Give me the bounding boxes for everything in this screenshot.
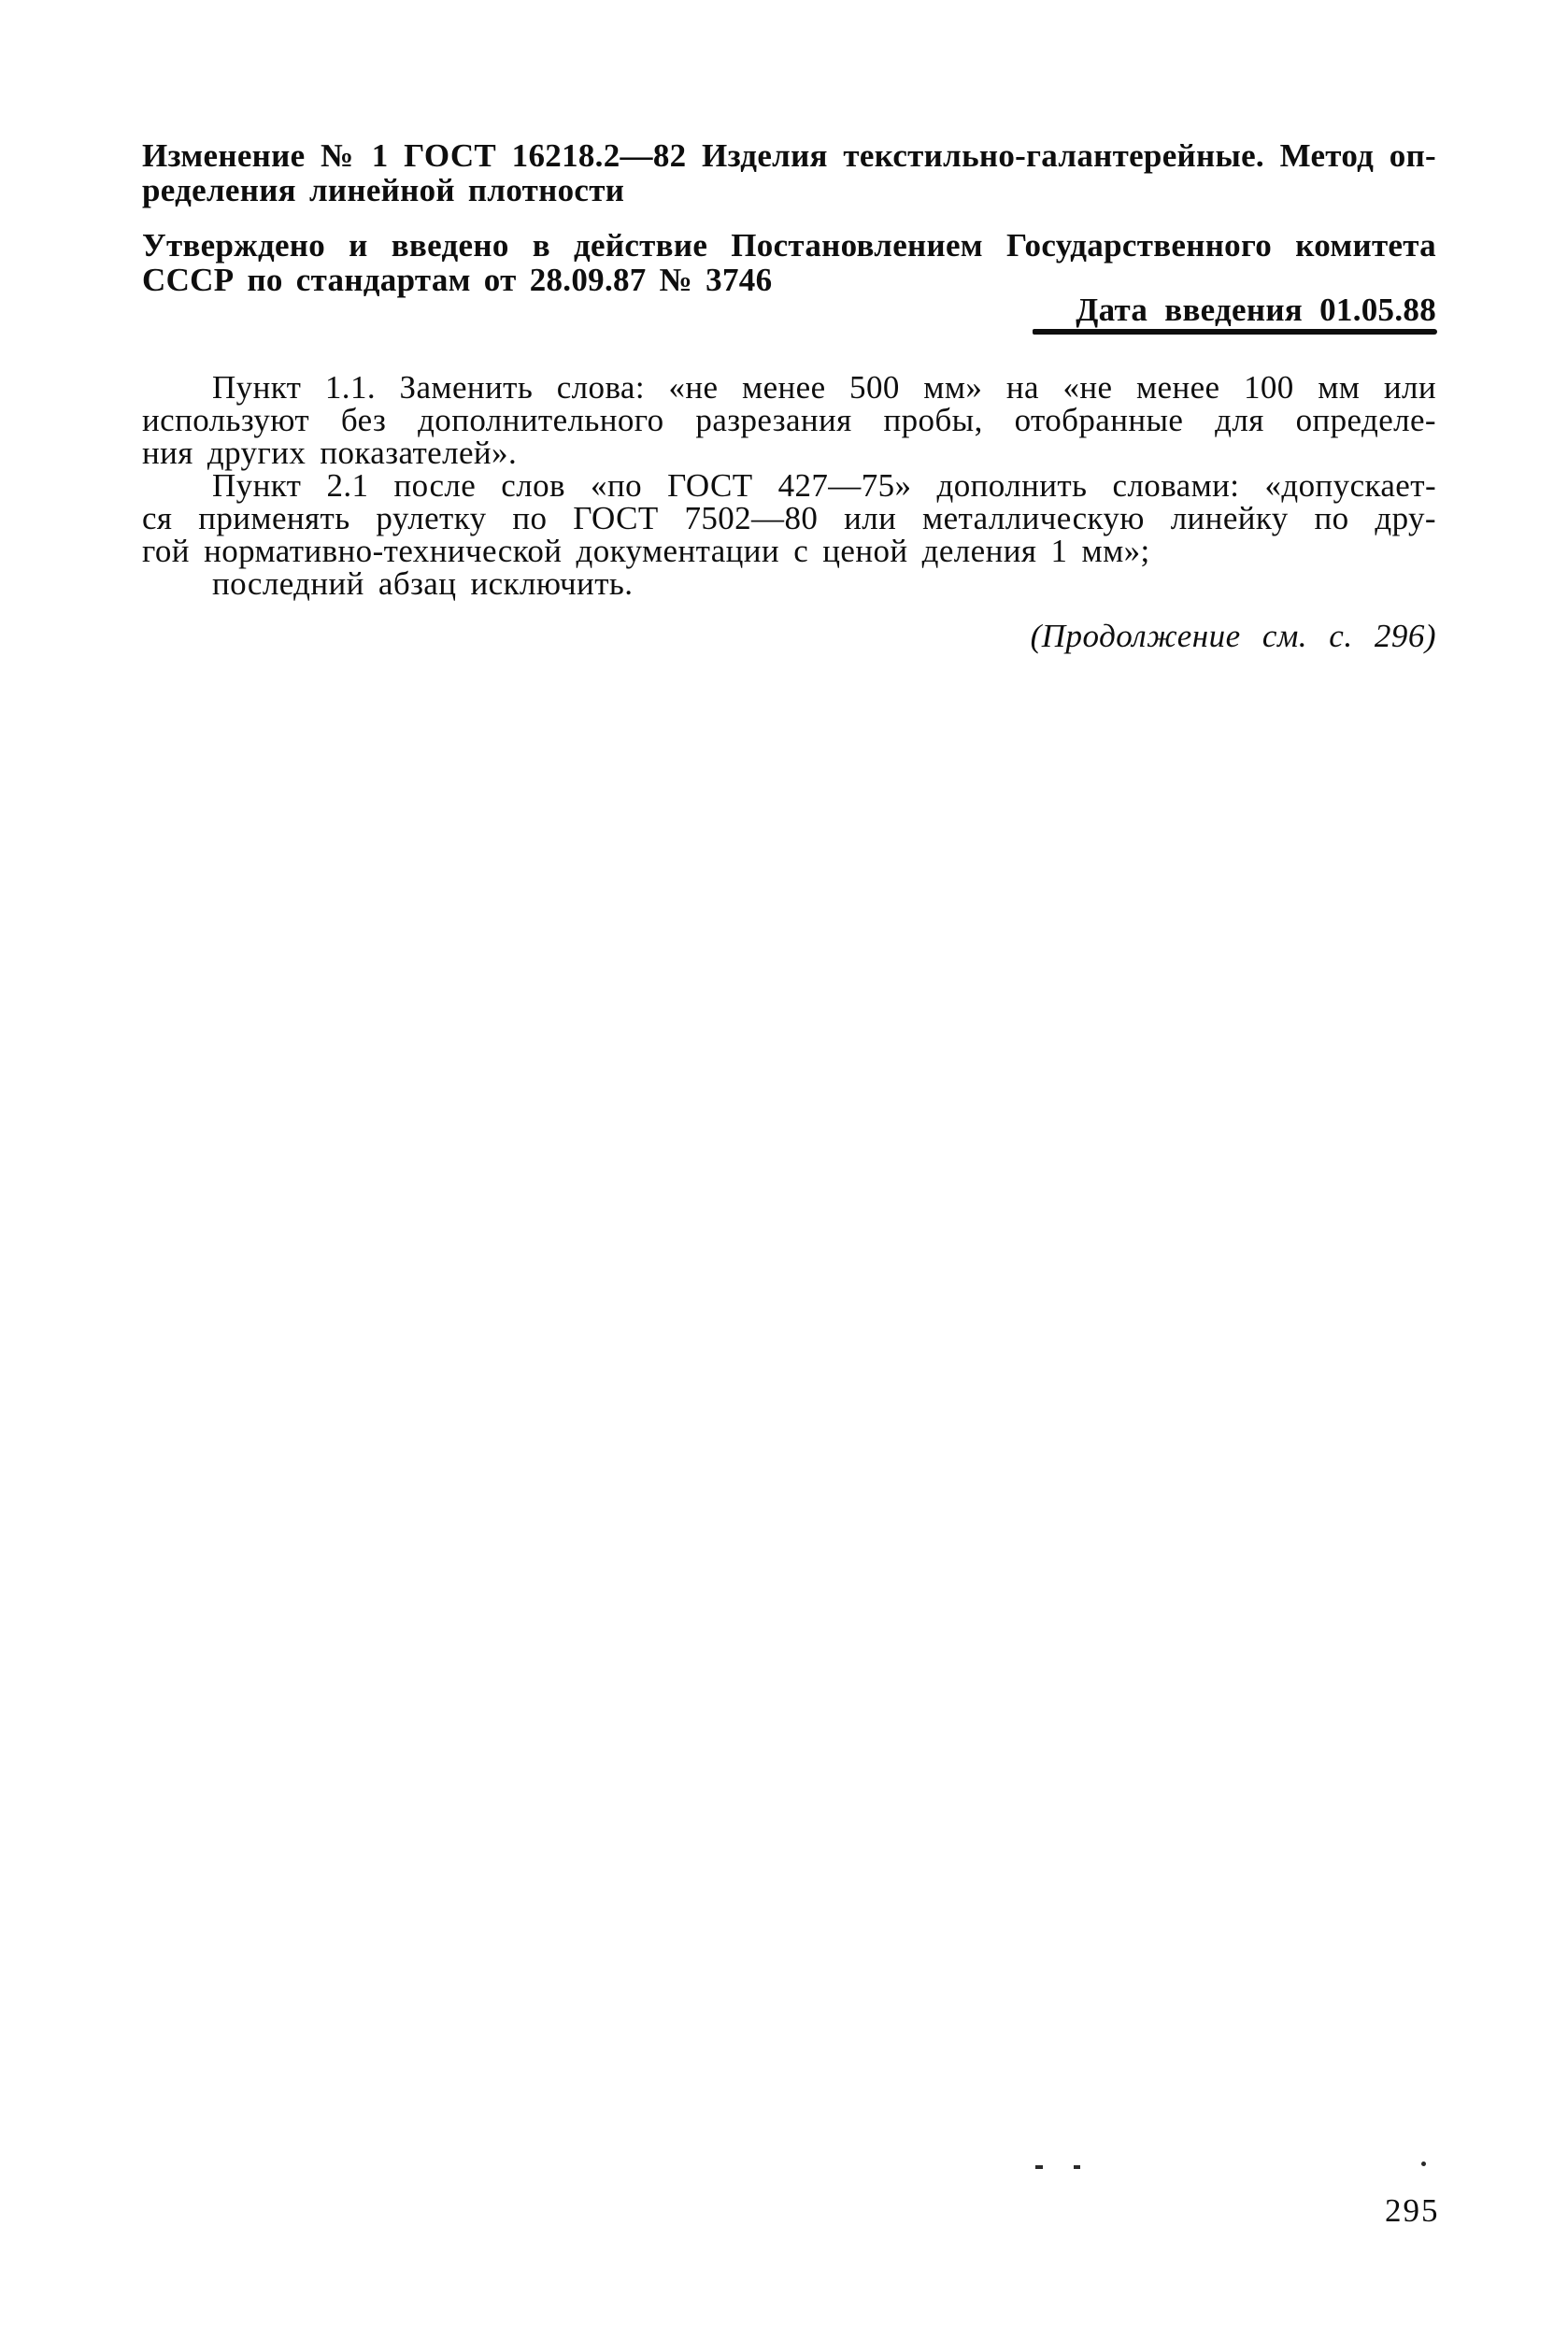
amendment-title-line-2: ределения линейной плотности <box>142 172 625 208</box>
approval-line-1: Утверждено и введено в действие Постановлением Государственного комитета <box>142 227 1436 264</box>
scan-speck <box>1035 2165 1043 2169</box>
approval-statement <box>142 228 1436 297</box>
effective-date-underline <box>1033 329 1437 335</box>
effective-date-text: Дата введения 01.05.88 <box>1076 292 1436 328</box>
clause-1-line-3: ния других показателей». <box>142 435 518 471</box>
amendment-body <box>142 371 1436 600</box>
approval-line-2: СССР по стандартам от 28.09.87 № 3746 <box>142 262 773 298</box>
clause-2-line-3: гой нормативно-технической документации с ценой деления 1 мм»; <box>142 533 1150 569</box>
clause-2-line-4: последний абзац исключить. <box>212 565 634 602</box>
page-number: 295 <box>1385 2192 1440 2229</box>
clause-1-line-1: Пункт 1.1. Заменить слова: «не менее 500 мм» на «не менее 100 мм или <box>212 369 1436 406</box>
clause-2-line-1: Пункт 2.1 после слов «по ГОСТ 427—75» дополнить словами: «допускает- <box>212 467 1436 504</box>
scan-speck <box>1421 2162 1426 2166</box>
clause-1-line-2: используют без дополнительного разрезания пробы, отобранные для определе- <box>142 402 1436 438</box>
effective-date <box>142 293 1442 327</box>
amendment-title-line-1: Изменение № 1 ГОСТ 16218.2—82 Изделия текстильно-галантерейные. Метод оп- <box>142 137 1436 174</box>
clause-2-line-2: ся применять рулетку по ГОСТ 7502—80 или металлическую линейку по дру- <box>142 500 1436 536</box>
continuation-note <box>142 618 1436 655</box>
continuation-note-text: (Продолжение см. с. 296) <box>1030 618 1436 654</box>
amendment-title <box>142 138 1436 207</box>
scan-speck <box>1074 2165 1080 2169</box>
